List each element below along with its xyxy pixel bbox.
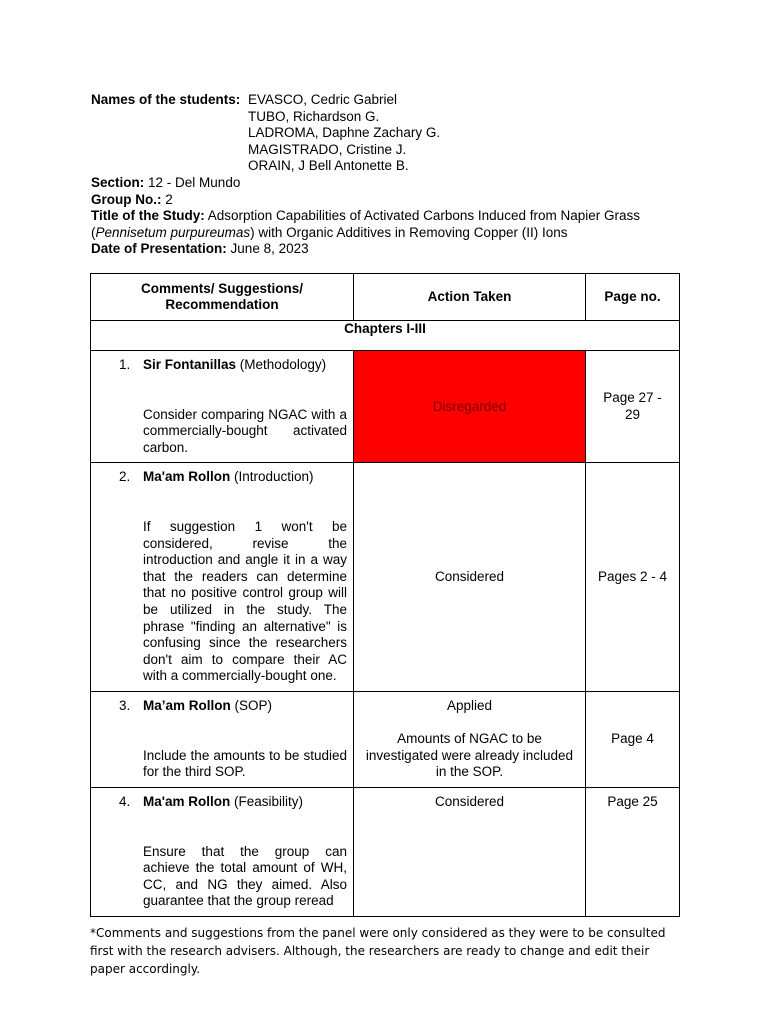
group-value: 2: [165, 191, 173, 207]
footnote: *Comments and suggestions from the panel were only considered as they were to be consulted first with the research advisers. Although, the researchers are ready to change and edit their paper accordingly.: [90, 926, 666, 976]
reviewer-name: Ma’am Rollon: [143, 697, 231, 713]
table-header-row: [91, 274, 680, 321]
table-row: [91, 463, 680, 692]
table-row: [91, 351, 680, 463]
comment-cell: [91, 351, 354, 463]
section-label: Section:: [91, 174, 145, 190]
page-value: Pages 2 - 4: [586, 463, 680, 692]
title-line2-rest: ) with Organic Additives in Removing Copper (II) Ions: [250, 224, 568, 240]
group-label: Group No.:: [91, 191, 162, 207]
item-number: 2.: [119, 469, 131, 485]
comment-topic: (Introduction): [233, 469, 314, 485]
reviewer-name: Ma'am Rollon: [143, 793, 231, 809]
student-name: MAGISTRADO, Cristine J.: [248, 141, 407, 157]
chapter-label: Chapters I-III: [91, 321, 680, 351]
comment-text: Include the amounts to be studied for the third SOP.: [143, 747, 347, 780]
reviewer-name: Sir Fontanillas: [143, 357, 237, 372]
date-label: Date of Presentation:: [91, 241, 227, 257]
action-detail: Amounts of NGAC to be investigated were already included in the SOP.: [365, 731, 574, 780]
comment-cell: [91, 691, 354, 787]
chapter-row: [91, 321, 680, 351]
page-value: Page 27 - 29: [603, 390, 662, 422]
comment-text: Ensure that the group can achieve the total amount of WH, CC, and NG they aimed. Also guarantee that the group reread: [143, 843, 347, 909]
comment-text: Consider comparing NGAC with a commercially-bought activated carbon.: [143, 406, 347, 455]
header-page: Page no.: [586, 274, 680, 321]
student-name: LADROMA, Daphne Zachary G.: [248, 125, 441, 141]
page-cell: [586, 351, 680, 463]
section-value: 12 - Del Mundo: [148, 174, 241, 190]
student-name: ORAIN, J Bell Antonette B.: [248, 158, 409, 174]
title-line2: [91, 225, 691, 242]
comment-topic: (Feasibility): [233, 793, 303, 809]
table-row: [91, 691, 680, 787]
header-comments: Comments/ Suggestions/ Recommendation: [91, 274, 354, 321]
action-cell: Considered: [354, 787, 586, 916]
header-action: Action Taken: [354, 274, 586, 321]
review-table: [90, 273, 680, 917]
item-number: 1.: [119, 357, 131, 372]
comment-cell: [91, 787, 354, 916]
item-number: 3.: [119, 697, 131, 713]
comment-topic: (SOP): [234, 697, 273, 713]
student-name: TUBO, Richardson G.: [248, 108, 380, 124]
title-paren-open: (: [91, 224, 96, 240]
page-value: Page 25: [586, 787, 680, 916]
section-row: [91, 175, 691, 192]
student-name: EVASCO, Cedric Gabriel: [248, 92, 398, 107]
title-row: [91, 208, 691, 225]
title-line1: Adsorption Capabilities of Activated Carbons Induced from Napier Grass: [207, 208, 640, 224]
date-value: June 8, 2023: [230, 241, 309, 257]
item-number: 4.: [119, 793, 131, 809]
student-list: [248, 92, 440, 175]
action-cell: Considered: [354, 463, 586, 692]
comment-text: If suggestion 1 won't be considered, revise the introduction and angle it in a way that the readers can determine that no positive control group will be utilized in the study. The phrase "finding an alternative" is confusing since the researchers don't aim to compare their AC with a commercially-bought one.: [143, 518, 347, 684]
group-row: [91, 192, 691, 209]
date-row: [91, 241, 691, 258]
comment-topic: (Methodology): [239, 357, 327, 372]
page-value: Page 4: [586, 691, 680, 787]
reviewer-name: Ma'am Rollon: [143, 469, 231, 485]
action-cell: [354, 691, 586, 787]
students-label: Names of the students:: [91, 92, 241, 107]
title-label: Title of the Study:: [91, 208, 205, 224]
action-cell-disregarded: Disregarded: [354, 351, 586, 463]
table-row: [91, 787, 680, 916]
comment-cell: [91, 463, 354, 692]
action-status: Applied: [446, 697, 493, 713]
title-italic: Pennisetum purpureumas: [95, 224, 251, 240]
